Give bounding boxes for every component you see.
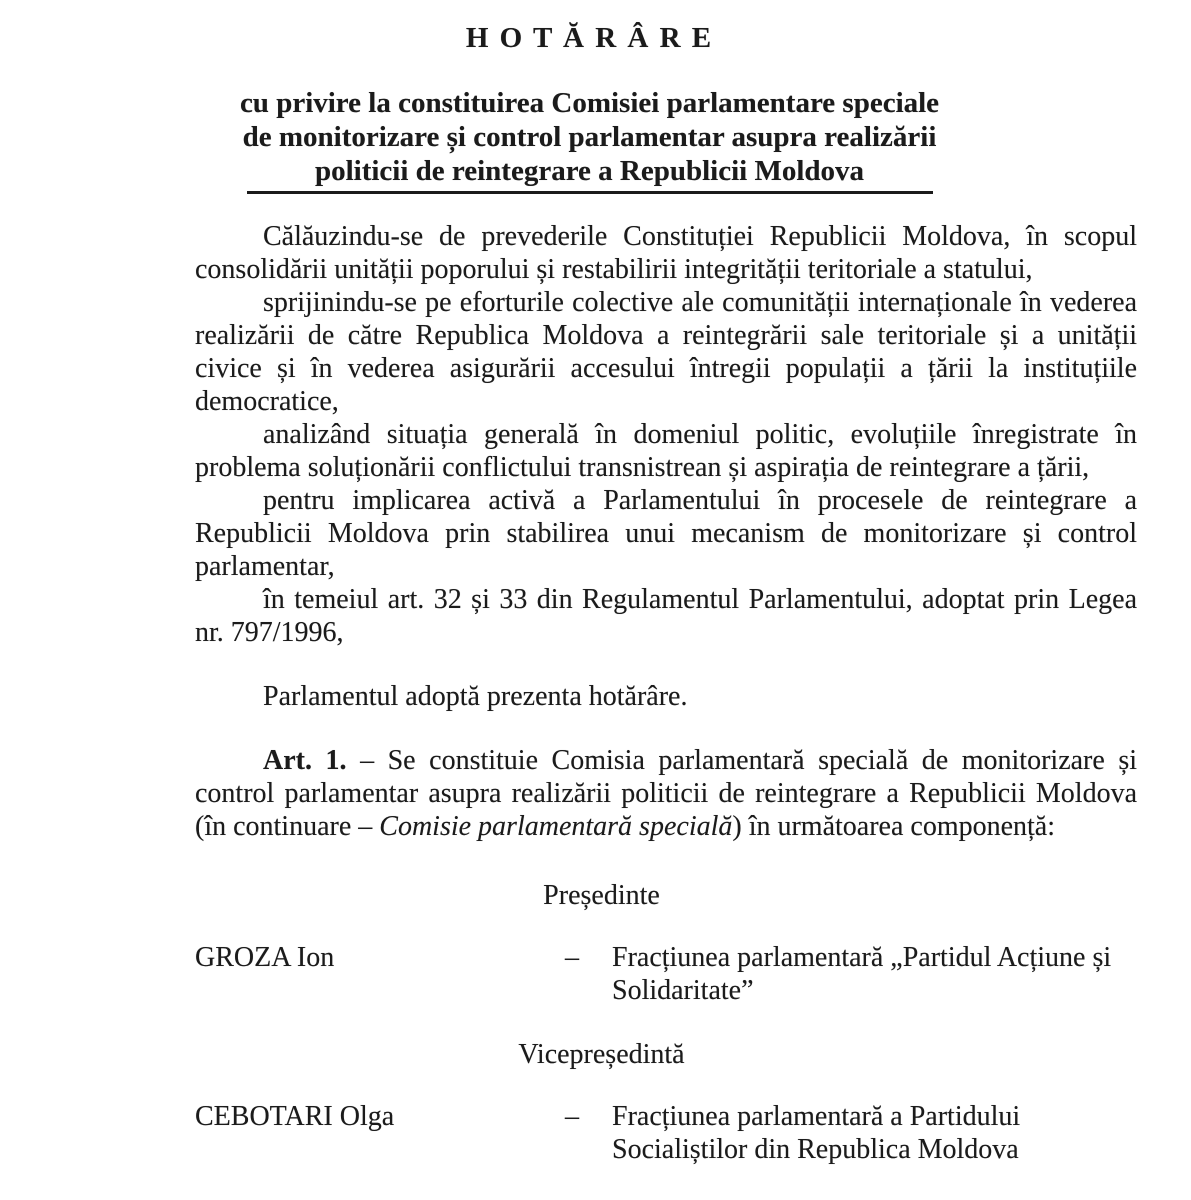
- separator-dash: –: [565, 942, 579, 973]
- role-heading-vice-president: Vicepreședintă: [518, 1039, 685, 1070]
- preamble-paragraph-3: analizând situația generală în domeniul politic, evoluțiile înregistrate în problema soluționării conflictului transnistrean și aspirația de reintegrare a țării,: [195, 419, 1137, 483]
- document-body: [0, 220, 1191, 843]
- article-1-text-end: ) în următoarea componență:: [732, 811, 1056, 842]
- member-name: CEBOTARI Olga: [195, 1101, 395, 1132]
- article-1-committee-term: Comisie parlamentară specială: [379, 811, 733, 842]
- subtitle-underline: [247, 191, 933, 194]
- article-1-label: Art. 1.: [263, 745, 347, 776]
- decision-subtitle: [0, 86, 1185, 188]
- preamble-paragraph-1: Călăuzindu-se de prevederile Constituției Republicii Moldova, în scopul consolidării unității poporului și restabilirii integrității teritoriale a statului,: [195, 221, 1137, 285]
- subtitle-line-1: cu privire la constituirea Comisiei parlamentare speciale: [239, 87, 940, 119]
- separator-dash: –: [565, 1101, 579, 1132]
- preamble-paragraph-5: în temeiul art. 32 și 33 din Regulamentul Parlamentului, adoptat prin Legea nr. 797/1996,: [195, 584, 1137, 648]
- preamble-paragraph-4: pentru implicarea activă a Parlamentului în procesele de reintegrare a Republicii Moldova prin stabilirea unui mecanism de monitorizare și control parlamentar,: [195, 485, 1137, 582]
- member-fraction: Fracțiunea parlamentară a Partidului Socialiștilor din Republica Moldova: [612, 1101, 1021, 1165]
- member-row-president: [0, 941, 1191, 1007]
- article-1-paragraph: [195, 744, 1137, 843]
- enactment-paragraph: Parlamentul adoptă prezenta hotărâre.: [263, 681, 688, 712]
- subtitle-line-2: de monitorizare și control parlamentar asupra realizării: [242, 121, 937, 153]
- member-name: GROZA Ion: [195, 942, 335, 973]
- member-fraction: Fracțiunea parlamentară „Partidul Acțiune și Solidaritate”: [612, 942, 1112, 1006]
- subtitle-line-3: politicii de reintegrare a Republicii Moldova: [314, 155, 865, 187]
- member-row-vice-president: [0, 1100, 1191, 1166]
- preamble-paragraph-2: sprijinindu-se pe eforturile colective ale comunității internaționale în vederea realizării de către Republica Moldova a reintegrării sale teritoriale și a unității civice și în vederea asigurării accesului întregii populații a țării la instituțiile democratice,: [195, 287, 1137, 417]
- article-1-separator: –: [360, 745, 375, 776]
- decision-title: H O T Ă R Â R E: [465, 22, 714, 54]
- role-heading-president: Președinte: [543, 880, 660, 911]
- article-1-text: Se constituie Comisia parlamentară specială de monitorizare și control parlamentar asupra realizării politicii de reintegrare a Republicii Moldova (în continuare –: [195, 745, 1138, 842]
